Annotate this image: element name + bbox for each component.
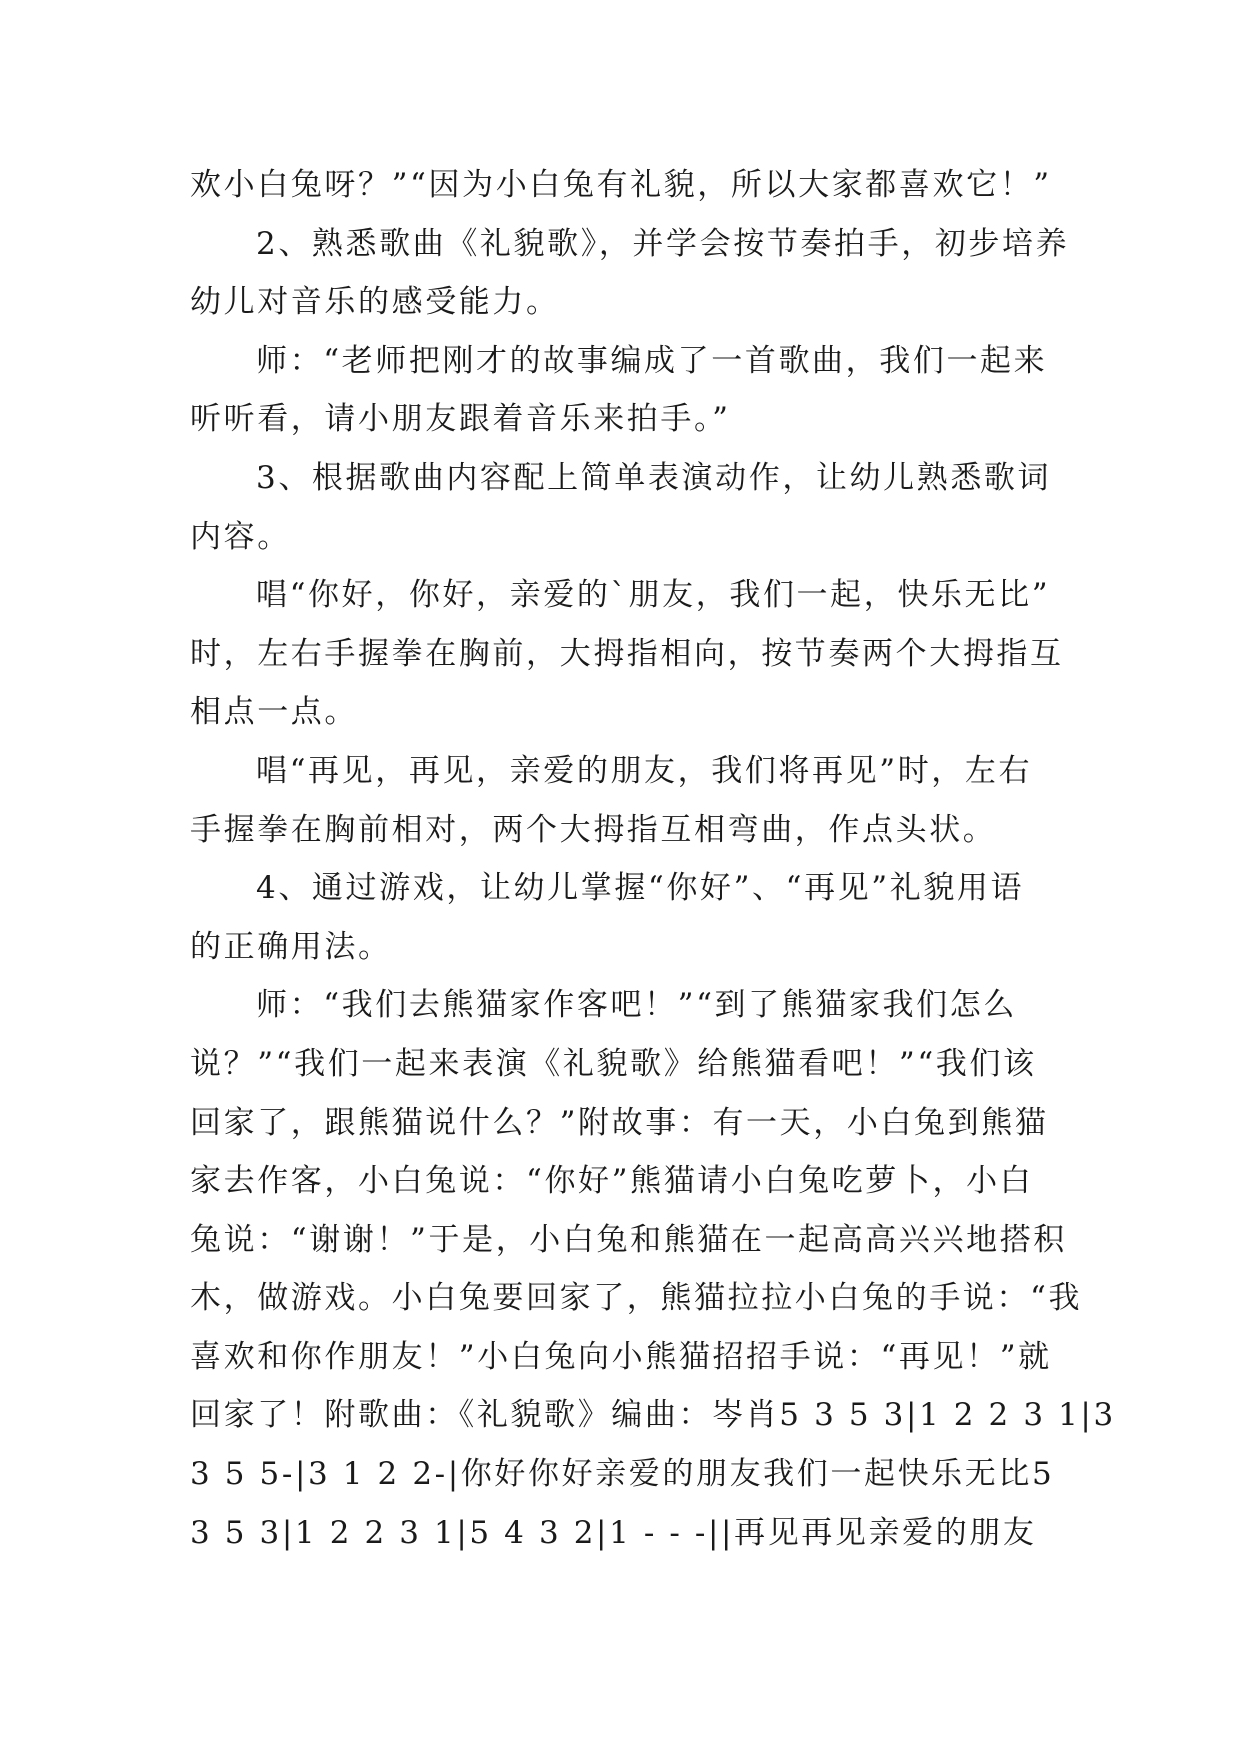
text-line: 回家了，跟熊猫说什么？”附故事：有一天，小白兔到熊猫 bbox=[190, 1104, 1049, 1141]
document-body bbox=[190, 156, 1116, 1562]
text-line: 唱“你好，你好，亲爱的`朋友，我们一起，快乐无比” bbox=[256, 577, 1051, 614]
text-line: 2、熟悉歌曲《礼貌歌》，并学会按节奏拍手，初步培养 bbox=[256, 225, 1070, 262]
text-line: 4、通过游戏，让幼儿掌握“你好”、“再见”礼貌用语 bbox=[256, 870, 1025, 907]
text-line: 的正确用法。 bbox=[190, 928, 392, 965]
text-line: 相点一点。 bbox=[190, 694, 358, 731]
text-line: 师：“我们去熊猫家作客吧！”“到了熊猫家我们怎么 bbox=[256, 987, 1017, 1024]
text-line: 家去作客，小白兔说：“你好”熊猫请小白兔吃萝卜，小白 bbox=[190, 1163, 1034, 1200]
text-line: 木，做游戏。小白兔要回家了，熊猫拉拉小白兔的手说：“我 bbox=[190, 1280, 1083, 1317]
text-line: 3、根据歌曲内容配上简单表演动作，让幼儿熟悉歌词 bbox=[256, 459, 1052, 496]
text-line: 说？”“我们一起来表演《礼貌歌》给熊猫看吧！”“我们该 bbox=[190, 1045, 1037, 1082]
text-line: 师：“老师把刚才的故事编成了一首歌曲，我们一起来 bbox=[256, 342, 1048, 379]
text-line: 幼儿对音乐的感受能力。 bbox=[190, 284, 560, 321]
text-line: 内容。 bbox=[190, 518, 291, 555]
text-line: 3 5 5-|3 1 2 2-|你好你好亲爱的朋友我们一起快乐无比5 bbox=[190, 1456, 1055, 1493]
text-line: 回家了！附歌曲：《礼貌歌》编曲：岑肖5 3 5 3|1 2 2 3 1|3 bbox=[190, 1397, 1116, 1434]
text-line: 3 5 3|1 2 2 3 1|5 4 3 2|1 - - -||再见再见亲爱的朋友 bbox=[190, 1514, 1037, 1551]
text-line: 兔说：“谢谢！”于是，小白兔和熊猫在一起高高兴兴地搭积 bbox=[190, 1221, 1067, 1258]
text-line: 听听看，请小朋友跟着音乐来拍手。” bbox=[190, 401, 731, 438]
text-line: 手握拳在胸前相对，两个大拇指互相弯曲，作点头状。 bbox=[190, 811, 997, 848]
text-line: 时，左右手握拳在胸前，大拇指相向，按节奏两个大拇指互 bbox=[190, 635, 1064, 672]
text-line: 唱“再见，再见，亲爱的朋友，我们将再见”时，左右 bbox=[256, 752, 1033, 789]
text-line: 喜欢和你作朋友！”小白兔向小熊猫招招手说：“再见！”就 bbox=[190, 1338, 1052, 1375]
text-line: 欢小白兔呀？”“因为小白兔有礼貌，所以大家都喜欢它！” bbox=[190, 167, 1052, 203]
